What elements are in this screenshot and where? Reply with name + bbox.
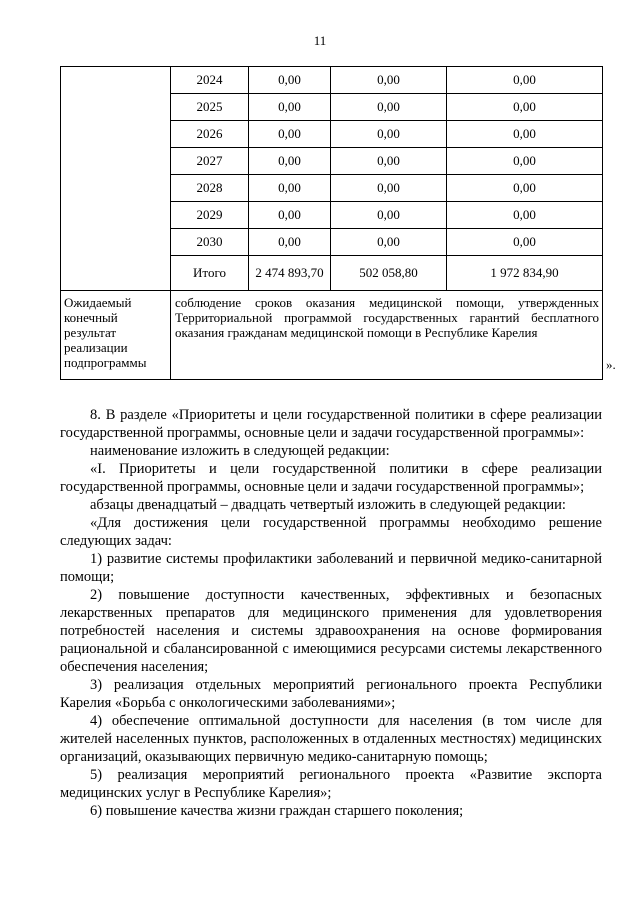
year-cell: 2027 (171, 148, 249, 175)
year-cell: 2025 (171, 94, 249, 121)
result-text-cell: соблюдение сроков оказания медицинской помощи, утвержденных Территориальной программой государственных гарантий бесплатного оказания гражданам медицинской помощи в Республике Карелия (171, 291, 603, 380)
list-item: 4) обеспечение оптимальной доступности для населения (в том числе для жителей населенных пунктов, расположенных в отдаленных местностях) медицинских организаций, оказывающих первичную медико-санитарную помощь; (60, 713, 602, 765)
paragraph: «Для достижения цели государственной программы необходимо решение следующих задач: (60, 515, 602, 549)
value-cell: 0,00 (249, 94, 331, 121)
year-cell: 2026 (171, 121, 249, 148)
result-row (61, 291, 603, 380)
list-item: 2) повышение доступности качественных, эффективных и безопасных лекарственных препаратов для медицинского применения для удовлетворения потребностей населения и системы здравоохранения на основе формирования рациональной и сбалансированной с имеющимися ресурсами системы лекарственного обеспечения населения; (60, 587, 602, 675)
value-cell: 0,00 (249, 67, 331, 94)
value-cell: 0,00 (447, 148, 603, 175)
value-cell: 0,00 (331, 67, 447, 94)
total-value-cell: 2 474 893,70 (249, 256, 331, 291)
year-cell: 2030 (171, 229, 249, 256)
year-cell: 2029 (171, 202, 249, 229)
list-item: 3) реализация отдельных мероприятий регионального проекта Республики Карелия «Борьба с онкологическими заболеваниями»; (60, 677, 602, 711)
paragraph: наименование изложить в следующей редакции: (90, 443, 390, 459)
value-cell: 0,00 (331, 94, 447, 121)
value-cell: 0,00 (249, 175, 331, 202)
value-cell: 0,00 (249, 121, 331, 148)
list-item: 5) реализация мероприятий регионального проекта «Развитие экспорта медицинских услуг в Республике Карелия»; (60, 767, 602, 801)
funding-table (60, 66, 603, 380)
value-cell: 0,00 (447, 121, 603, 148)
paragraph: абзацы двенадцатый – двадцать четвертый изложить в следующей редакции: (90, 497, 566, 513)
value-cell: 0,00 (447, 67, 603, 94)
value-cell: 0,00 (331, 148, 447, 175)
year-cell: 2028 (171, 175, 249, 202)
closing-quote: ». (606, 357, 616, 372)
total-value-cell: 502 058,80 (331, 256, 447, 291)
value-cell: 0,00 (447, 94, 603, 121)
total-label-cell: Итого (171, 256, 249, 291)
value-cell: 0,00 (447, 175, 603, 202)
value-cell: 0,00 (331, 175, 447, 202)
value-cell: 0,00 (249, 229, 331, 256)
empty-label-cell (61, 67, 171, 291)
value-cell: 0,00 (249, 202, 331, 229)
value-cell: 0,00 (447, 202, 603, 229)
value-cell: 0,00 (331, 229, 447, 256)
value-cell: 0,00 (447, 229, 603, 256)
value-cell: 0,00 (331, 202, 447, 229)
page-number: 11 (313, 33, 327, 48)
body-text (60, 406, 602, 820)
value-cell: 0,00 (249, 148, 331, 175)
paragraph: 8. В разделе «Приоритеты и цели государственной политики в сфере реализации государственной программы, основные цели и задачи государственной программы»: (60, 407, 602, 441)
table-row (61, 67, 603, 94)
total-value-cell: 1 972 834,90 (447, 256, 603, 291)
list-item: 6) повышение качества жизни граждан старшего поколения; (90, 803, 464, 819)
paragraph: «I. Приоритеты и цели государственной политики в сфере реализации государственной программы, основные цели и задачи государственной программы»; (60, 461, 602, 495)
result-label-cell: Ожидаемый конечный результат реализации подпрограммы (61, 291, 171, 380)
list-item: 1) развитие системы профилактики заболеваний и первичной медико-санитарной помощи; (60, 551, 602, 585)
year-cell: 2024 (171, 67, 249, 94)
value-cell: 0,00 (331, 121, 447, 148)
